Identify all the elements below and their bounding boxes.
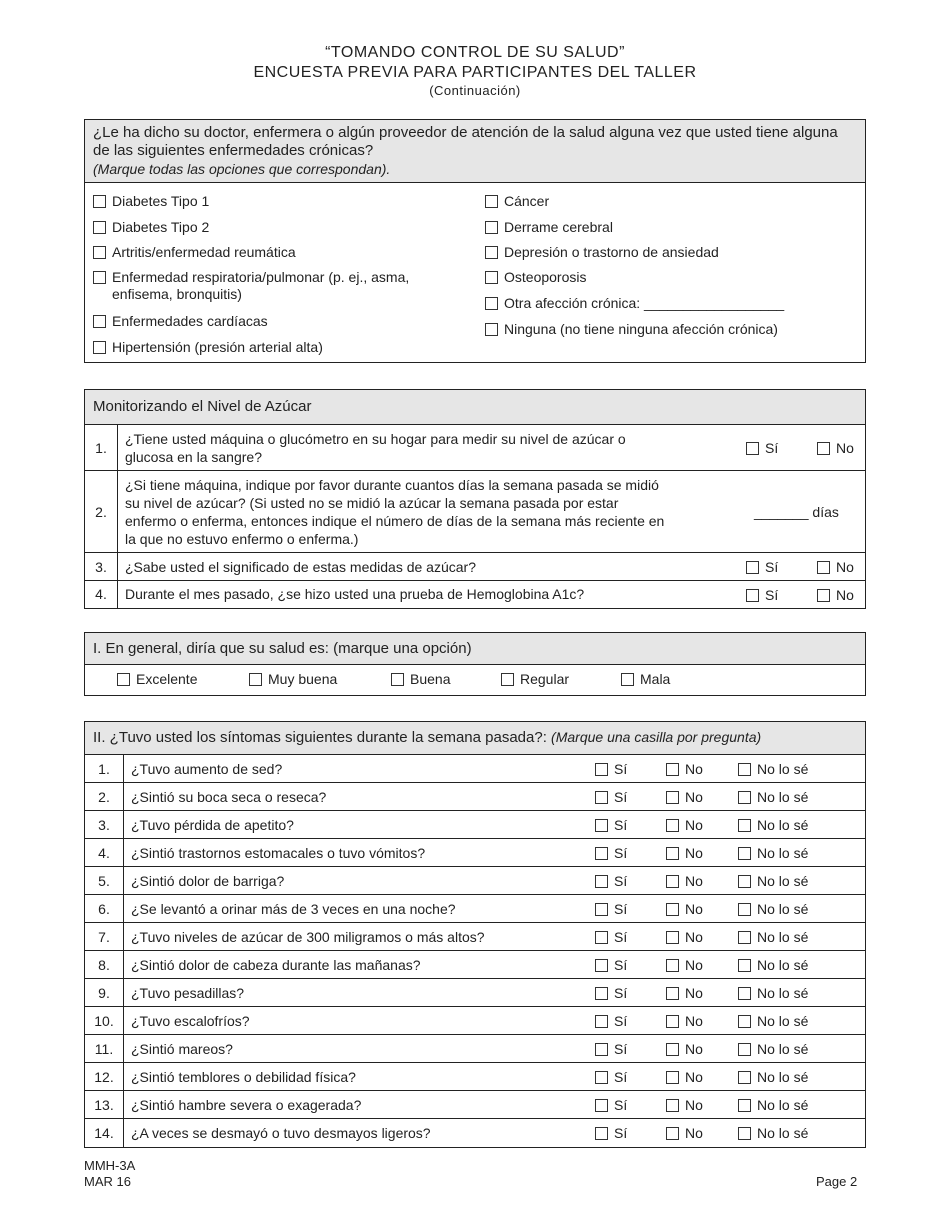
unknown-checkbox[interactable] bbox=[738, 760, 808, 778]
checkbox-icon[interactable] bbox=[93, 221, 106, 234]
row-number: 7. bbox=[85, 923, 124, 951]
yes-checkbox[interactable] bbox=[746, 586, 778, 604]
checkbox-icon[interactable] bbox=[93, 246, 106, 259]
form-id: MMH-3A bbox=[84, 1158, 136, 1173]
row-number: 10. bbox=[85, 1007, 124, 1035]
question-cell bbox=[124, 755, 866, 783]
no-checkbox[interactable] bbox=[666, 1096, 703, 1114]
checkbox-icon[interactable] bbox=[817, 442, 830, 455]
checkbox-icon[interactable] bbox=[666, 1127, 679, 1140]
option-label: Ninguna (no tiene ninguna afección crónica) bbox=[504, 321, 778, 337]
row-number: 4. bbox=[85, 839, 124, 867]
question-text: ¿Si tiene máquina, indique por favor durante cuantos días la semana pasada se midió su nivel de azúcar? (Si usted no se midió la azúcar la semana pasada por estar enfermo o enferma, entonces indique el número de días de la semana más reciente en la que no estuvo enfermo o enferma.) bbox=[125, 476, 665, 547]
question-cell bbox=[118, 425, 866, 471]
checkbox-icon[interactable] bbox=[738, 847, 751, 860]
yes-checkbox[interactable] bbox=[595, 900, 627, 918]
option-label: No bbox=[685, 957, 703, 973]
symptom-row bbox=[85, 895, 865, 923]
checkbox-icon[interactable] bbox=[485, 246, 498, 259]
chronic-option[interactable] bbox=[485, 219, 613, 236]
option-label: Sí bbox=[614, 901, 628, 917]
chronic-option[interactable] bbox=[485, 321, 778, 338]
row-number: 6. bbox=[85, 895, 124, 923]
checkbox-icon[interactable] bbox=[391, 673, 404, 686]
yes-checkbox[interactable] bbox=[595, 1068, 627, 1086]
option-label: No lo sé bbox=[757, 1013, 809, 1029]
option-label: Osteoporosis bbox=[504, 269, 587, 285]
option-label: No lo sé bbox=[757, 789, 809, 805]
symptoms-title: II. ¿Tuvo usted los síntomas siguientes durante la semana pasada?: bbox=[93, 729, 547, 746]
general-health-section bbox=[84, 632, 866, 696]
row-number: 1. bbox=[85, 425, 118, 471]
chronic-option[interactable] bbox=[93, 339, 463, 356]
option-label: Sí bbox=[765, 440, 779, 456]
health-option[interactable] bbox=[249, 671, 337, 687]
question-cell bbox=[124, 923, 866, 951]
symptom-row bbox=[85, 1007, 865, 1035]
option-label: No lo sé bbox=[757, 901, 809, 917]
health-option[interactable] bbox=[501, 671, 569, 687]
option-label: Sí bbox=[765, 559, 779, 575]
question-text: ¿Sintió dolor de barriga? bbox=[131, 872, 285, 889]
row-number: 11. bbox=[85, 1035, 124, 1063]
yes-checkbox[interactable] bbox=[595, 1096, 627, 1114]
option-label: Otra afección crónica: __________________ bbox=[504, 295, 785, 311]
row-number: 2. bbox=[85, 471, 118, 553]
checkbox-icon[interactable] bbox=[666, 931, 679, 944]
checkbox-icon[interactable] bbox=[595, 1071, 608, 1084]
question-cell bbox=[118, 471, 866, 553]
symptom-row bbox=[85, 1063, 865, 1091]
option-label: No lo sé bbox=[757, 1041, 809, 1057]
option-label: Regular bbox=[520, 671, 570, 687]
option-label: No lo sé bbox=[757, 1097, 809, 1113]
checkbox-icon[interactable] bbox=[738, 819, 751, 832]
checkbox-icon[interactable] bbox=[93, 315, 106, 328]
yes-checkbox[interactable] bbox=[595, 1124, 627, 1142]
option-label: Sí bbox=[614, 1013, 628, 1029]
option-label: No lo sé bbox=[757, 845, 809, 861]
unknown-checkbox[interactable] bbox=[738, 928, 808, 946]
checkbox-icon[interactable] bbox=[595, 1099, 608, 1112]
chronic-option[interactable] bbox=[93, 244, 463, 261]
option-label: No lo sé bbox=[757, 1125, 809, 1141]
checkbox-icon[interactable] bbox=[666, 847, 679, 860]
checkbox-icon[interactable] bbox=[595, 931, 608, 944]
checkbox-icon[interactable] bbox=[746, 442, 759, 455]
no-checkbox[interactable] bbox=[666, 1124, 703, 1142]
checkbox-icon[interactable] bbox=[817, 589, 830, 602]
question-cell bbox=[118, 553, 866, 581]
checkbox-icon[interactable] bbox=[249, 673, 262, 686]
checkbox-icon[interactable] bbox=[738, 875, 751, 888]
checkbox-icon[interactable] bbox=[738, 1043, 751, 1056]
checkbox-icon[interactable] bbox=[817, 561, 830, 574]
checkbox-icon[interactable] bbox=[666, 959, 679, 972]
question-cell bbox=[124, 1063, 866, 1091]
symptom-row bbox=[85, 755, 865, 783]
question-cell bbox=[124, 979, 866, 1007]
checkbox-icon[interactable] bbox=[666, 763, 679, 776]
option-label: No bbox=[685, 873, 703, 889]
checkbox-icon[interactable] bbox=[738, 1071, 751, 1084]
sugar-row bbox=[85, 581, 865, 608]
checkbox-icon[interactable] bbox=[595, 847, 608, 860]
unknown-checkbox[interactable] bbox=[738, 1096, 808, 1114]
option-label: No lo sé bbox=[757, 985, 809, 1001]
row-number: 1. bbox=[85, 755, 124, 783]
question-text: Durante el mes pasado, ¿se hizo usted una prueba de Hemoglobina A1c? bbox=[125, 586, 585, 603]
yes-checkbox[interactable] bbox=[595, 872, 627, 890]
option-label: Sí bbox=[614, 789, 628, 805]
question-cell bbox=[124, 1035, 866, 1063]
checkbox-icon[interactable] bbox=[595, 763, 608, 776]
option-label: No bbox=[685, 1125, 703, 1141]
symptom-row bbox=[85, 1119, 865, 1147]
yes-checkbox[interactable] bbox=[595, 844, 627, 862]
option-label: Sí bbox=[614, 1041, 628, 1057]
question-cell bbox=[124, 1091, 866, 1119]
symptom-row bbox=[85, 867, 865, 895]
form-date: MAR 16 bbox=[84, 1174, 131, 1189]
chronic-question: ¿Le ha dicho su doctor, enfermera o algún proveedor de atención de la salud alguna vez que usted tiene alguna de las siguientes enfermedades crónicas? bbox=[93, 124, 838, 159]
option-label: Sí bbox=[614, 929, 628, 945]
chronic-option[interactable] bbox=[93, 269, 463, 303]
question-cell bbox=[124, 895, 866, 923]
no-checkbox[interactable] bbox=[817, 586, 854, 604]
chronic-option[interactable] bbox=[93, 193, 463, 210]
checkbox-icon[interactable] bbox=[738, 987, 751, 1000]
sugar-row bbox=[85, 471, 865, 553]
checkbox-icon[interactable] bbox=[666, 791, 679, 804]
checkbox-icon[interactable] bbox=[666, 987, 679, 1000]
option-label: Sí bbox=[614, 985, 628, 1001]
checkbox-icon[interactable] bbox=[738, 791, 751, 804]
chronic-option[interactable] bbox=[93, 219, 463, 236]
question-cell bbox=[124, 1119, 866, 1147]
option-label: No bbox=[836, 586, 854, 603]
question-text: ¿Sintió mareos? bbox=[131, 1040, 233, 1057]
option-label: No bbox=[685, 1013, 703, 1029]
no-checkbox[interactable] bbox=[666, 956, 703, 974]
unknown-checkbox[interactable] bbox=[738, 900, 808, 918]
option-label: No lo sé bbox=[757, 929, 809, 945]
unknown-checkbox[interactable] bbox=[738, 788, 808, 806]
unknown-checkbox[interactable] bbox=[738, 984, 808, 1002]
option-label: No bbox=[685, 901, 703, 917]
option-label: No lo sé bbox=[757, 761, 809, 777]
continuation-label: (Continuación) bbox=[429, 83, 521, 98]
row-number: 8. bbox=[85, 951, 124, 979]
option-label: Sí bbox=[614, 845, 628, 861]
question-text: ¿Tiene usted máquina o glucómetro en su hogar para medir su nivel de azúcar o glucosa en la sangre? bbox=[125, 430, 626, 465]
row-number: 5. bbox=[85, 867, 124, 895]
checkbox-icon[interactable] bbox=[746, 561, 759, 574]
row-number: 3. bbox=[85, 553, 118, 581]
checkbox-icon[interactable] bbox=[595, 819, 608, 832]
option-label: Diabetes Tipo 2 bbox=[112, 219, 210, 235]
checkbox-icon[interactable] bbox=[621, 673, 634, 686]
symptom-row bbox=[85, 783, 865, 811]
option-label: Sí bbox=[614, 1069, 628, 1085]
option-label: Enfermedades cardíacas bbox=[112, 313, 268, 329]
row-number: 14. bbox=[85, 1119, 124, 1147]
yes-checkbox[interactable] bbox=[595, 1040, 627, 1058]
question-text: ¿Sintió temblores o debilidad física? bbox=[131, 1068, 356, 1085]
option-label: Depresión o trastorno de ansiedad bbox=[504, 244, 719, 260]
option-label: Muy buena bbox=[268, 671, 338, 687]
symptoms-instruction: (Marque una casilla por pregunta) bbox=[551, 729, 762, 745]
no-checkbox[interactable] bbox=[817, 558, 854, 576]
option-label: Sí bbox=[614, 817, 628, 833]
option-label: Excelente bbox=[136, 671, 198, 687]
symptom-row bbox=[85, 1091, 865, 1119]
option-label: Sí bbox=[614, 957, 628, 973]
unknown-checkbox[interactable] bbox=[738, 872, 808, 890]
row-number: 2. bbox=[85, 783, 124, 811]
symptom-row bbox=[85, 811, 865, 839]
sugar-row bbox=[85, 425, 865, 471]
checkbox-icon[interactable] bbox=[666, 1043, 679, 1056]
sugar-monitoring-section bbox=[84, 389, 866, 609]
health-option[interactable] bbox=[621, 671, 670, 687]
question-text: ¿Tuvo aumento de sed? bbox=[131, 760, 283, 777]
question-cell bbox=[124, 867, 866, 895]
checkbox-icon[interactable] bbox=[666, 1099, 679, 1112]
checkbox-icon[interactable] bbox=[738, 763, 751, 776]
question-cell bbox=[124, 839, 866, 867]
days-field[interactable] bbox=[754, 503, 839, 521]
unknown-checkbox[interactable] bbox=[738, 816, 808, 834]
question-text: ¿Sintió su boca seca o reseca? bbox=[131, 788, 327, 805]
days-label: días bbox=[812, 504, 839, 520]
option-label: Sí bbox=[614, 873, 628, 889]
checkbox-icon[interactable] bbox=[117, 673, 130, 686]
checkbox-icon[interactable] bbox=[485, 221, 498, 234]
question-text: ¿Tuvo niveles de azúcar de 300 miligramos o más altos? bbox=[131, 928, 485, 945]
option-label: Enfermedad respiratoria/pulmonar (p. ej., asma, enfisema, bronquitis) bbox=[112, 269, 410, 302]
no-checkbox[interactable] bbox=[666, 1068, 703, 1086]
question-cell bbox=[118, 581, 866, 608]
chronic-option[interactable] bbox=[485, 269, 586, 286]
sugar-table bbox=[85, 424, 865, 608]
row-number: 3. bbox=[85, 811, 124, 839]
question-text: ¿Sintió dolor de cabeza durante las mañanas? bbox=[131, 956, 421, 973]
chronic-instruction: (Marque todas las opciones que correspondan). bbox=[93, 161, 391, 177]
checkbox-icon[interactable] bbox=[738, 959, 751, 972]
checkbox-icon[interactable] bbox=[595, 1127, 608, 1140]
checkbox-icon[interactable] bbox=[595, 987, 608, 1000]
checkbox-icon[interactable] bbox=[666, 875, 679, 888]
unknown-checkbox[interactable] bbox=[738, 844, 808, 862]
checkbox-icon[interactable] bbox=[485, 323, 498, 336]
checkbox-icon[interactable] bbox=[666, 1015, 679, 1028]
checkbox-icon[interactable] bbox=[93, 271, 106, 284]
option-label: Mala bbox=[640, 671, 671, 687]
chronic-option[interactable] bbox=[93, 313, 463, 330]
symptoms-table bbox=[85, 754, 865, 1147]
chronic-option[interactable] bbox=[485, 295, 784, 312]
symptoms-header bbox=[85, 722, 865, 754]
option-label: No bbox=[685, 817, 703, 833]
question-text: ¿Sabe usted el significado de estas medidas de azúcar? bbox=[125, 558, 476, 575]
option-label: Cáncer bbox=[504, 193, 550, 209]
option-label: Artritis/enfermedad reumática bbox=[112, 244, 296, 260]
checkbox-icon[interactable] bbox=[666, 819, 679, 832]
unknown-checkbox[interactable] bbox=[738, 956, 808, 974]
checkbox-icon[interactable] bbox=[595, 791, 608, 804]
option-label: No bbox=[685, 1097, 703, 1113]
question-text: ¿Tuvo escalofríos? bbox=[131, 1012, 250, 1029]
checkbox-icon[interactable] bbox=[595, 1015, 608, 1028]
option-label: Diabetes Tipo 1 bbox=[112, 193, 210, 209]
chronic-conditions-section bbox=[84, 119, 866, 363]
question-cell bbox=[124, 811, 866, 839]
unknown-checkbox[interactable] bbox=[738, 1040, 808, 1058]
checkbox-icon[interactable] bbox=[595, 875, 608, 888]
yes-checkbox[interactable] bbox=[595, 1012, 627, 1030]
checkbox-icon[interactable] bbox=[485, 195, 498, 208]
option-label: No lo sé bbox=[757, 1069, 809, 1085]
yes-checkbox[interactable] bbox=[595, 984, 627, 1002]
symptom-row bbox=[85, 951, 865, 979]
page-number: Page 2 bbox=[816, 1174, 858, 1189]
yes-checkbox[interactable] bbox=[595, 928, 627, 946]
question-cell bbox=[124, 783, 866, 811]
question-text: ¿Tuvo pérdida de apetito? bbox=[131, 816, 294, 833]
symptom-row bbox=[85, 923, 865, 951]
no-checkbox[interactable] bbox=[666, 844, 703, 862]
yes-checkbox[interactable] bbox=[595, 956, 627, 974]
unknown-checkbox[interactable] bbox=[738, 1068, 808, 1086]
option-label: No lo sé bbox=[757, 957, 809, 973]
health-option[interactable] bbox=[117, 671, 197, 687]
form-subtitle: ENCUESTA PREVIA PARA PARTICIPANTES DEL TALLER bbox=[253, 64, 697, 81]
health-option[interactable] bbox=[391, 671, 450, 687]
chronic-option[interactable] bbox=[485, 193, 549, 210]
yes-checkbox[interactable] bbox=[746, 439, 778, 457]
option-label: No bbox=[685, 1041, 703, 1057]
checkbox-icon[interactable] bbox=[738, 1015, 751, 1028]
health-header: I. En general, diría que su salud es: (marque una opción) bbox=[85, 633, 865, 665]
question-text: ¿Sintió hambre severa o exagerada? bbox=[131, 1096, 362, 1113]
no-checkbox[interactable] bbox=[666, 788, 703, 806]
question-cell bbox=[124, 1007, 866, 1035]
option-label: No bbox=[685, 1069, 703, 1085]
question-text: ¿A veces se desmayó o tuvo desmayos ligeros? bbox=[131, 1124, 431, 1141]
option-label: Sí bbox=[614, 761, 628, 777]
no-checkbox[interactable] bbox=[666, 984, 703, 1002]
no-checkbox[interactable] bbox=[666, 872, 703, 890]
checkbox-icon[interactable] bbox=[738, 1127, 751, 1140]
checkbox-icon[interactable] bbox=[485, 297, 498, 310]
symptom-row bbox=[85, 839, 865, 867]
option-label: Sí bbox=[614, 1097, 628, 1113]
checkbox-icon[interactable] bbox=[666, 1071, 679, 1084]
option-label: No bbox=[836, 440, 854, 456]
checkbox-icon[interactable] bbox=[666, 903, 679, 916]
checkbox-icon[interactable] bbox=[485, 271, 498, 284]
no-checkbox[interactable] bbox=[666, 760, 703, 778]
option-label: No bbox=[836, 559, 854, 575]
form-title: “TOMANDO CONTROL DE SU SALUD” bbox=[325, 44, 625, 61]
row-number: 13. bbox=[85, 1091, 124, 1119]
no-checkbox[interactable] bbox=[817, 439, 854, 457]
option-label: No bbox=[685, 789, 703, 805]
days-blank: _______ bbox=[754, 504, 809, 520]
option-label: Sí bbox=[614, 1125, 628, 1141]
symptom-row bbox=[85, 979, 865, 1007]
yes-checkbox[interactable] bbox=[595, 816, 627, 834]
checkbox-icon[interactable] bbox=[746, 589, 759, 602]
sugar-header: Monitorizando el Nivel de Azúcar bbox=[85, 390, 865, 424]
option-label: Buena bbox=[410, 671, 451, 687]
checkbox-icon[interactable] bbox=[595, 903, 608, 916]
symptoms-section bbox=[84, 721, 866, 1148]
sugar-row bbox=[85, 553, 865, 581]
no-checkbox[interactable] bbox=[666, 1040, 703, 1058]
option-label: No lo sé bbox=[757, 873, 809, 889]
row-number: 4. bbox=[85, 581, 118, 608]
question-text: ¿Se levantó a orinar más de 3 veces en una noche? bbox=[131, 900, 456, 917]
option-label: Derrame cerebral bbox=[504, 219, 613, 235]
checkbox-icon[interactable] bbox=[595, 959, 608, 972]
question-text: ¿Tuvo pesadillas? bbox=[131, 984, 245, 1001]
checkbox-icon[interactable] bbox=[738, 931, 751, 944]
row-number: 9. bbox=[85, 979, 124, 1007]
no-checkbox[interactable] bbox=[666, 816, 703, 834]
unknown-checkbox[interactable] bbox=[738, 1012, 808, 1030]
checkbox-icon[interactable] bbox=[93, 195, 106, 208]
option-label: No bbox=[685, 845, 703, 861]
yes-checkbox[interactable] bbox=[595, 760, 627, 778]
chronic-header bbox=[85, 120, 865, 183]
yes-checkbox[interactable] bbox=[746, 558, 778, 576]
option-label: No lo sé bbox=[757, 817, 809, 833]
no-checkbox[interactable] bbox=[666, 900, 703, 918]
checkbox-icon[interactable] bbox=[595, 1043, 608, 1056]
checkbox-icon[interactable] bbox=[501, 673, 514, 686]
option-label: No bbox=[685, 929, 703, 945]
checkbox-icon[interactable] bbox=[738, 903, 751, 916]
option-label: No bbox=[685, 761, 703, 777]
option-label: Hipertensión (presión arterial alta) bbox=[112, 339, 323, 355]
checkbox-icon[interactable] bbox=[93, 341, 106, 354]
unknown-checkbox[interactable] bbox=[738, 1124, 808, 1142]
symptom-row bbox=[85, 1035, 865, 1063]
question-cell bbox=[124, 951, 866, 979]
yes-checkbox[interactable] bbox=[595, 788, 627, 806]
option-label: No bbox=[685, 985, 703, 1001]
no-checkbox[interactable] bbox=[666, 1012, 703, 1030]
row-number: 12. bbox=[85, 1063, 124, 1091]
checkbox-icon[interactable] bbox=[738, 1099, 751, 1112]
no-checkbox[interactable] bbox=[666, 928, 703, 946]
option-label: Sí bbox=[765, 586, 779, 603]
chronic-option[interactable] bbox=[485, 244, 719, 261]
question-text: ¿Sintió trastornos estomacales o tuvo vómitos? bbox=[131, 844, 426, 861]
